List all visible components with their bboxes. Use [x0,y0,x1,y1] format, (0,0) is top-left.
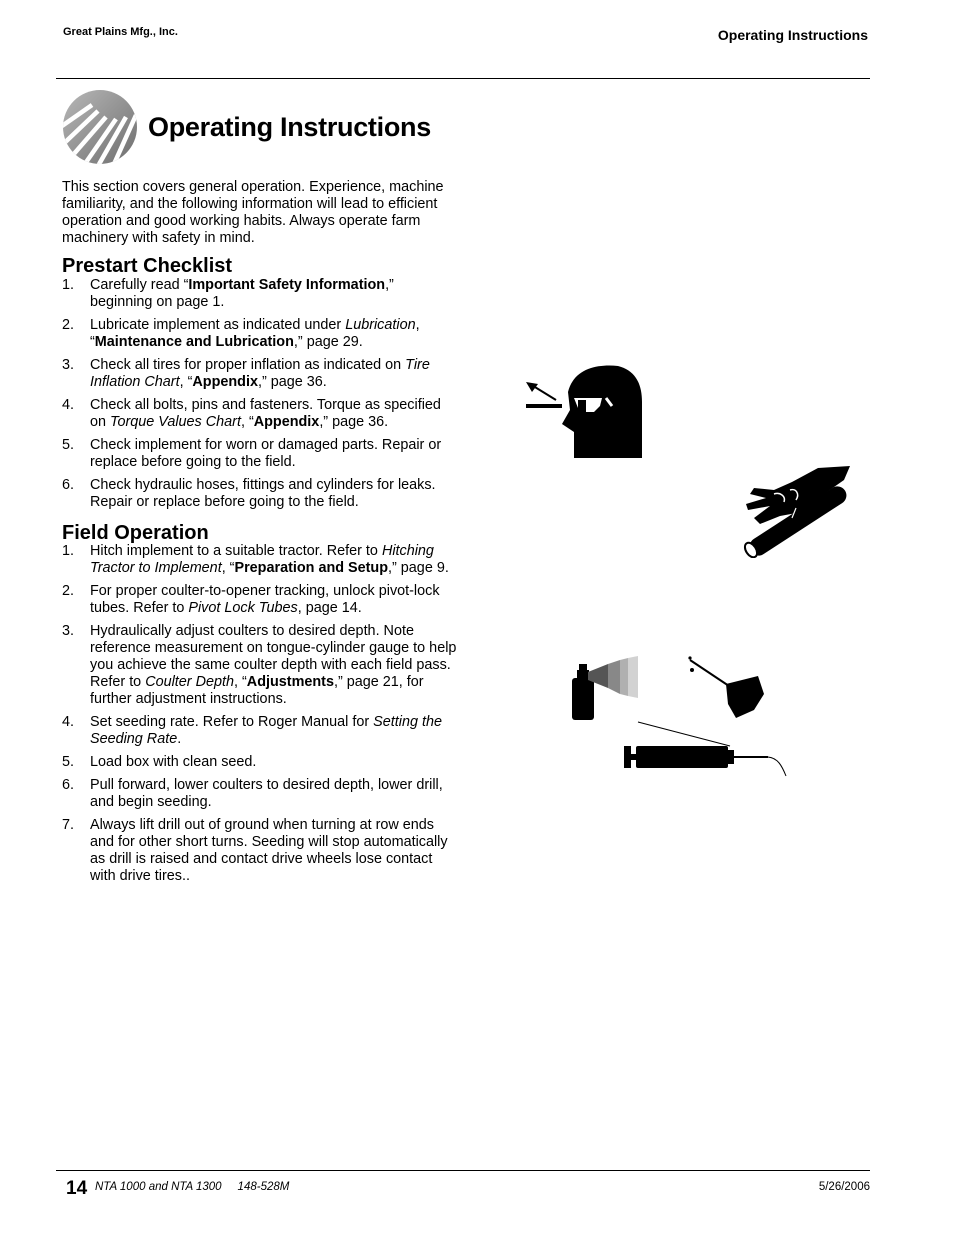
list-item-text: , “ [234,674,247,690]
list-item-text: For proper coulter-to-opener tracking, unlock pivot-lock tubes. Refer to [90,583,440,616]
reference-italic: Hitching Tractor to Implement [90,543,434,576]
list-item-text: , “ [90,317,420,350]
reference-bold: Important Safety Information [188,277,386,293]
list-item [62,317,457,351]
hydraulic-leak-hand-icon [740,464,852,558]
footer-date: 5/26/2006 [818,1181,870,1193]
list-item [62,477,457,511]
list-item-text: Carefully read “ [90,277,189,293]
list-item-text: ,” page 29. [293,334,363,350]
reference-bold: Appendix [253,414,320,430]
list-item-text: , page 14. [297,600,362,616]
list-item [62,583,457,617]
reference-italic: Torque Values Chart [110,414,241,430]
reference-bold: Maintenance and Lubrication [94,334,294,350]
field-list [62,543,457,891]
reference-italic: Pivot Lock Tubes [188,600,298,616]
list-item [62,543,457,577]
list-item-text: Hydraulically adjust coulters to desired depth. Note reference measurement on tongue-cylinder gauge to help you achieve the same coulter depth with each field pass. Refer to [90,623,457,690]
list-item-text: Check all tires for proper inflation as indicated on [90,357,406,373]
list-item-number: 3. [62,623,75,639]
list-item-text: Hitch implement to a suitable tractor. Refer to [90,543,382,559]
list-item [62,754,457,771]
list-item-text: Check implement for worn or damaged parts. Repair or replace before going to the field. [90,437,442,470]
list-item-number: 6. [62,477,75,493]
footer-model: NTA 1000 and NTA 1300 148-528M [95,1181,290,1193]
footer-rule [56,1170,870,1171]
list-item-text: . [177,731,182,747]
list-item-text: ,” beginning on page 1. [90,277,394,310]
list-item-text: , “ [179,374,193,390]
list-item [62,277,457,311]
reference-bold: Adjustments [246,674,334,690]
list-item-text: , “ [221,560,235,576]
list-item [62,397,457,431]
list-item-text: ,” page 9. [388,560,449,576]
reference-bold: Appendix [192,374,258,390]
header-section: Operating Instructions [717,27,868,43]
page-title: Operating Instructions [148,112,431,142]
prestart-list [62,277,457,517]
list-item-number: 5. [62,754,75,770]
list-item-text: ,” page 21, for further adjustment instructions. [90,674,424,707]
lubrication-icons [568,654,792,778]
intro-paragraph: This section covers general operation. Experience, machine familiarity, and the following information will lead to efficient operation and good working habits. Always operate farm machinery with safety in mind. [62,179,444,246]
reference-italic: Coulter Depth [145,674,234,690]
list-item-text: Check all bolts, pins and fasteners. Torque as specified on [90,397,441,430]
eye-protection-icon [522,362,644,460]
reference-italic: Setting the Seeding Rate [90,714,442,747]
list-item-text: Set seeding rate. Refer to Roger Manual for [90,714,374,730]
list-item-text: Pull forward, lower coulters to desired depth, lower drill, and begin seeding. [90,777,443,810]
reference-italic: Tire Inflation Chart [90,357,430,390]
list-item [62,777,457,811]
list-item [62,714,457,748]
list-item-number: 6. [62,777,75,793]
list-item-text: , “ [240,414,254,430]
list-item-number: 4. [62,397,75,413]
list-item-text: ,” page 36. [319,414,389,430]
list-item-number: 2. [62,317,75,333]
list-item-text: Always lift drill out of ground when turning at row ends and for other short turns. Seeding will stop automatically as drill is raised and contact drive wheels lose contact with drive tires.. [90,817,448,884]
list-item-text: Load box with clean seed. [90,754,257,770]
list-item-number: 3. [62,357,75,373]
list-item [62,817,457,885]
list-item-text: ,” page 36. [257,374,327,390]
section-logo-icon [62,89,138,165]
list-item-number: 2. [62,583,75,599]
field-heading: Field Operation [62,522,209,544]
list-item [62,437,457,471]
list-item-number: 5. [62,437,75,453]
list-item-number: 1. [62,277,75,293]
footer-page-number: 14 [66,1178,88,1199]
header-rule [56,78,870,79]
prestart-heading: Prestart Checklist [62,255,233,277]
list-item-text: Check hydraulic hoses, fittings and cylinders for leaks. Repair or replace before going to the field. [90,477,436,510]
list-item [62,623,457,708]
list-item-number: 1. [62,543,75,559]
list-item-text: Lubricate implement as indicated under [90,317,346,333]
list-item-number: 4. [62,714,75,730]
reference-bold: Preparation and Setup [234,560,389,576]
reference-italic: Lubrication [345,317,416,333]
list-item-number: 7. [62,817,75,833]
header-company: Great Plains Mfg., Inc. [63,26,178,38]
list-item [62,357,457,391]
